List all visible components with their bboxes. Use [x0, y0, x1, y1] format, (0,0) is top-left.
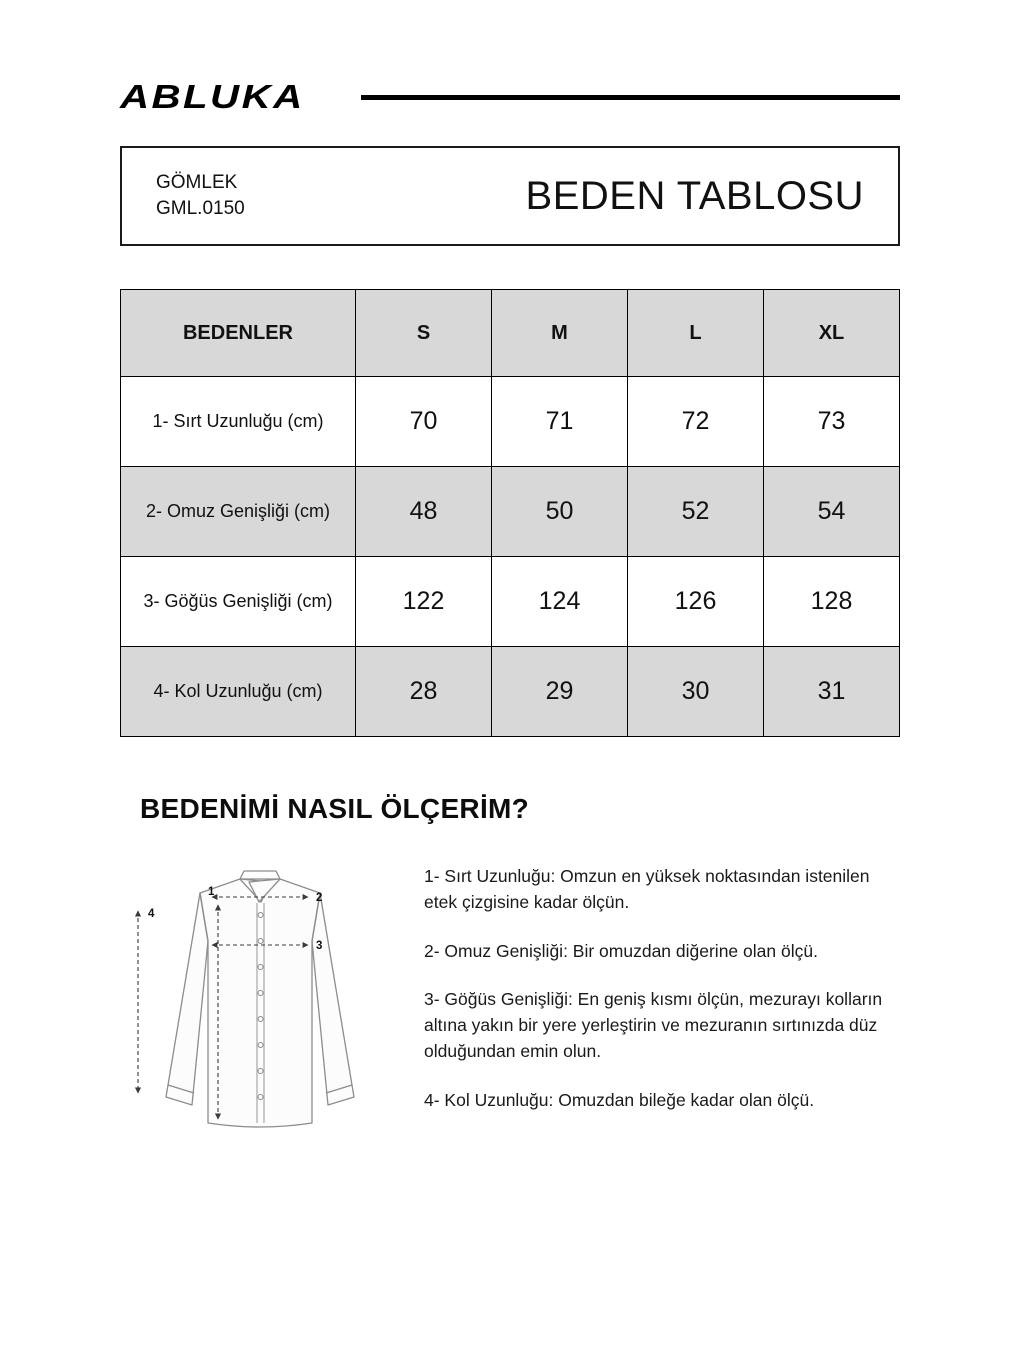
product-name: GÖMLEK — [156, 172, 238, 194]
size-value: 30 — [628, 647, 764, 737]
size-value: 70 — [356, 377, 492, 467]
table-header-row — [121, 290, 900, 377]
size-value: 52 — [628, 467, 764, 557]
measure-label-4: 4 — [148, 908, 155, 920]
table-row-sleeve-length — [121, 647, 900, 737]
size-table — [120, 289, 900, 737]
table-row-shoulder-width — [121, 467, 900, 557]
row-label: 3- Göğüs Genişliği (cm) — [121, 557, 356, 647]
column-header-l: L — [628, 290, 764, 377]
product-code: GML.0150 — [156, 198, 245, 219]
product-info — [156, 170, 245, 221]
column-header-xl: XL — [764, 290, 900, 377]
measure-section — [120, 857, 900, 1162]
title-box — [120, 146, 900, 246]
instruction-back-length: 1- Sırt Uzunluğu: Omzun en yüksek noktasından istenilen etek çizgisine kadar ölçün. — [424, 866, 870, 913]
size-value: 48 — [356, 467, 492, 557]
row-label: 4- Kol Uzunluğu (cm) — [121, 647, 356, 737]
size-value: 126 — [628, 557, 764, 647]
size-value: 128 — [764, 557, 900, 647]
row-label: 2- Omuz Genişliği (cm) — [121, 467, 356, 557]
size-value: 72 — [628, 377, 764, 467]
shirt-collar-band — [240, 871, 280, 879]
instruction-sleeve-length: 4- Kol Uzunluğu: Omuzdan bileğe kadar olan ölçü. — [424, 1089, 815, 1110]
size-value: 50 — [492, 467, 628, 557]
brand-header — [120, 0, 900, 116]
size-value: 29 — [492, 647, 628, 737]
measurement-instructions — [424, 857, 900, 1162]
row-label: 1- Sırt Uzunluğu (cm) — [121, 377, 356, 467]
header-rule — [361, 95, 900, 100]
size-value: 124 — [492, 557, 628, 647]
shirt-diagram-wrap — [120, 857, 410, 1162]
size-value: 122 — [356, 557, 492, 647]
brand-logo: ABLUKA — [120, 78, 305, 115]
shirt-diagram — [120, 857, 410, 1157]
table-row-back-length — [121, 377, 900, 467]
column-header-s: S — [356, 290, 492, 377]
size-value: 54 — [764, 467, 900, 557]
column-header-m: M — [492, 290, 628, 377]
size-value: 73 — [764, 377, 900, 467]
measure-label-2: 2 — [316, 892, 323, 904]
instruction-shoulder-width: 2- Omuz Genişliği: Bir omuzdan diğerine olan ölçü. — [424, 940, 818, 961]
shirt-left-sleeve — [166, 893, 208, 1105]
instruction-chest-width: 3- Göğüs Genişliği: En geniş kısmı ölçün, mezurayı kolların altına yakın bir yere yerleştirin ve mezuranın sırtınızda düz olduğundan emin olun. — [424, 988, 883, 1062]
howto-heading: BEDENİMİ NASIL ÖLÇERİM? — [140, 793, 530, 824]
size-value: 31 — [764, 647, 900, 737]
page-title: BEDEN TABLOSU — [525, 173, 864, 218]
size-value: 71 — [492, 377, 628, 467]
measure-label-3: 3 — [316, 940, 323, 952]
measure-label-1: 1 — [208, 886, 215, 898]
size-value: 28 — [356, 647, 492, 737]
column-header-sizes: BEDENLER — [121, 290, 356, 377]
shirt-right-sleeve — [312, 893, 354, 1105]
table-row-chest-width — [121, 557, 900, 647]
shirt-outline — [166, 871, 354, 1127]
